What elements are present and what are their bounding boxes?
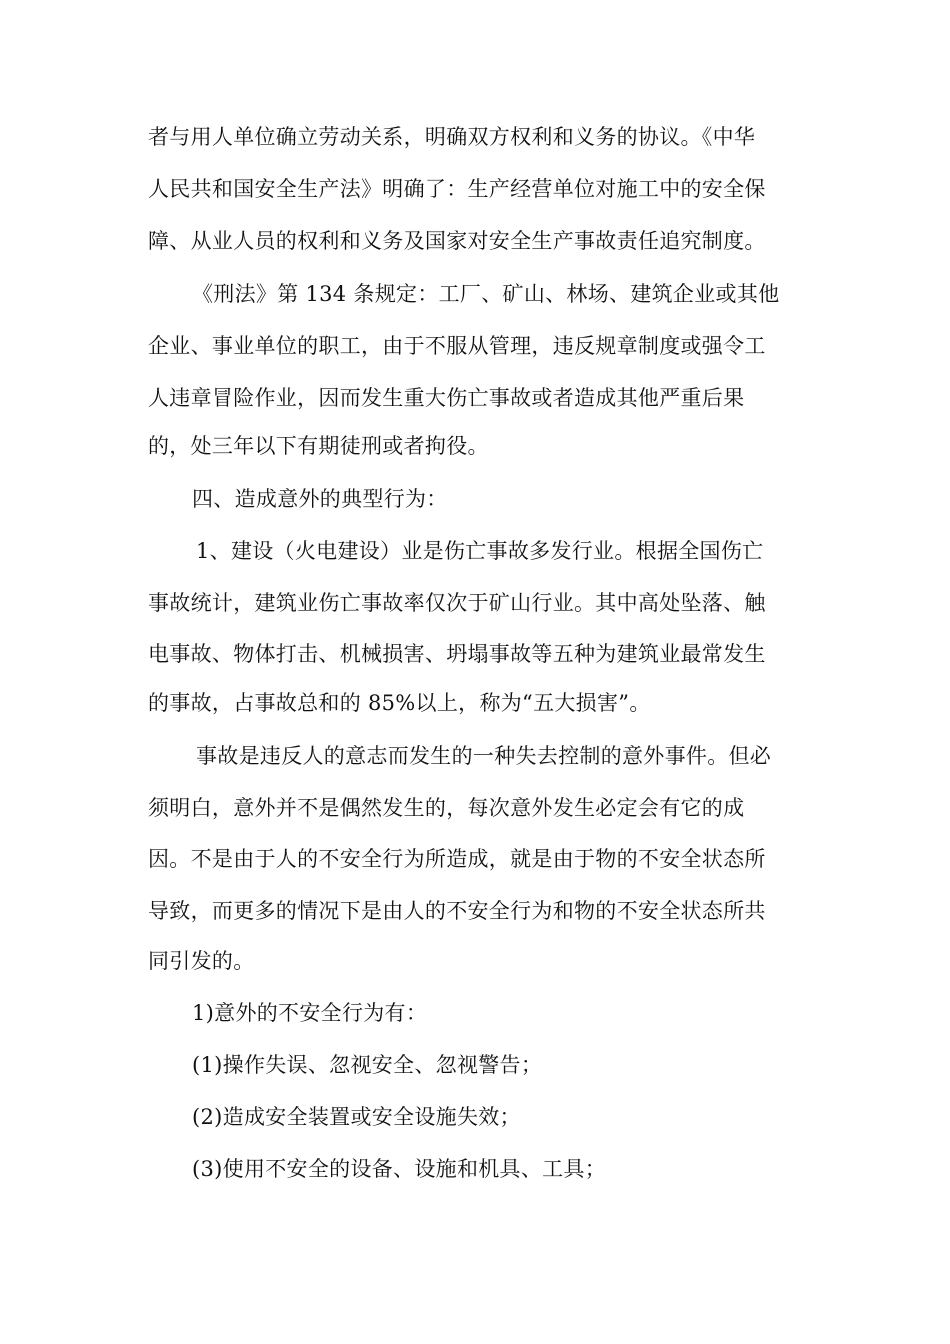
list-item: (3)使用不安全的设备、设施和机具、工具； — [192, 1157, 607, 1181]
text-line: 人民共和国安全生产法》明确了：生产经营单位对施工中的安全保 — [148, 177, 766, 201]
text-line: 同引发的。 — [148, 949, 255, 973]
text-line: 企业、事业单位的职工，由于不服从管理，违反规章制度或强令工 — [148, 334, 766, 358]
text-line: 电事故、物体打击、机械损害、坍塌事故等五种为建筑业最常发生 — [148, 642, 766, 666]
text-line: 事故是违反人的意志而发生的一种失去控制的意外事件。但必 — [196, 744, 772, 768]
text-line: 《刑法》第 134 条规定：工厂、矿山、林场、建筑企业或其他 — [192, 282, 780, 306]
list-item: (1)操作失误、忽视安全、忽视警告； — [192, 1053, 543, 1077]
text-line: 事故统计，建筑业伤亡事故率仅次于矿山行业。其中高处坠落、触 — [148, 591, 766, 615]
text-line: 因。不是由于人的不安全行为所造成，就是由于物的不安全状态所 — [148, 847, 766, 871]
text-line: 障、从业人员的权利和义务及国家对安全生产事故责任追究制度。 — [148, 229, 766, 253]
text-line: 人违章冒险作业，因而发生重大伤亡事故或者造成其他严重后果 — [148, 386, 745, 410]
text-line: 导致，而更多的情况下是由人的不安全行为和物的不安全状态所共 — [148, 899, 766, 923]
text-line: 1、建设（火电建设）业是伤亡事故多发行业。根据全国伤亡 — [196, 539, 764, 563]
list-item: (2)造成安全装置或安全设施失效； — [192, 1105, 521, 1129]
text-line: 的事故，占事故总和的 85%以上，称为“五大损害”。 — [148, 691, 651, 715]
text-line: 须明白，意外并不是偶然发生的，每次意外发生必定会有它的成 — [148, 796, 745, 820]
section-heading: 四、造成意外的典型行为： — [192, 487, 448, 511]
text-line: 者与用人单位确立劳动关系，明确双方权利和义务的协议。《中华 — [148, 125, 756, 149]
list-heading: 1)意外的不安全行为有： — [192, 1001, 428, 1025]
text-line: 的，处三年以下有期徒刑或者拘役。 — [148, 434, 489, 458]
